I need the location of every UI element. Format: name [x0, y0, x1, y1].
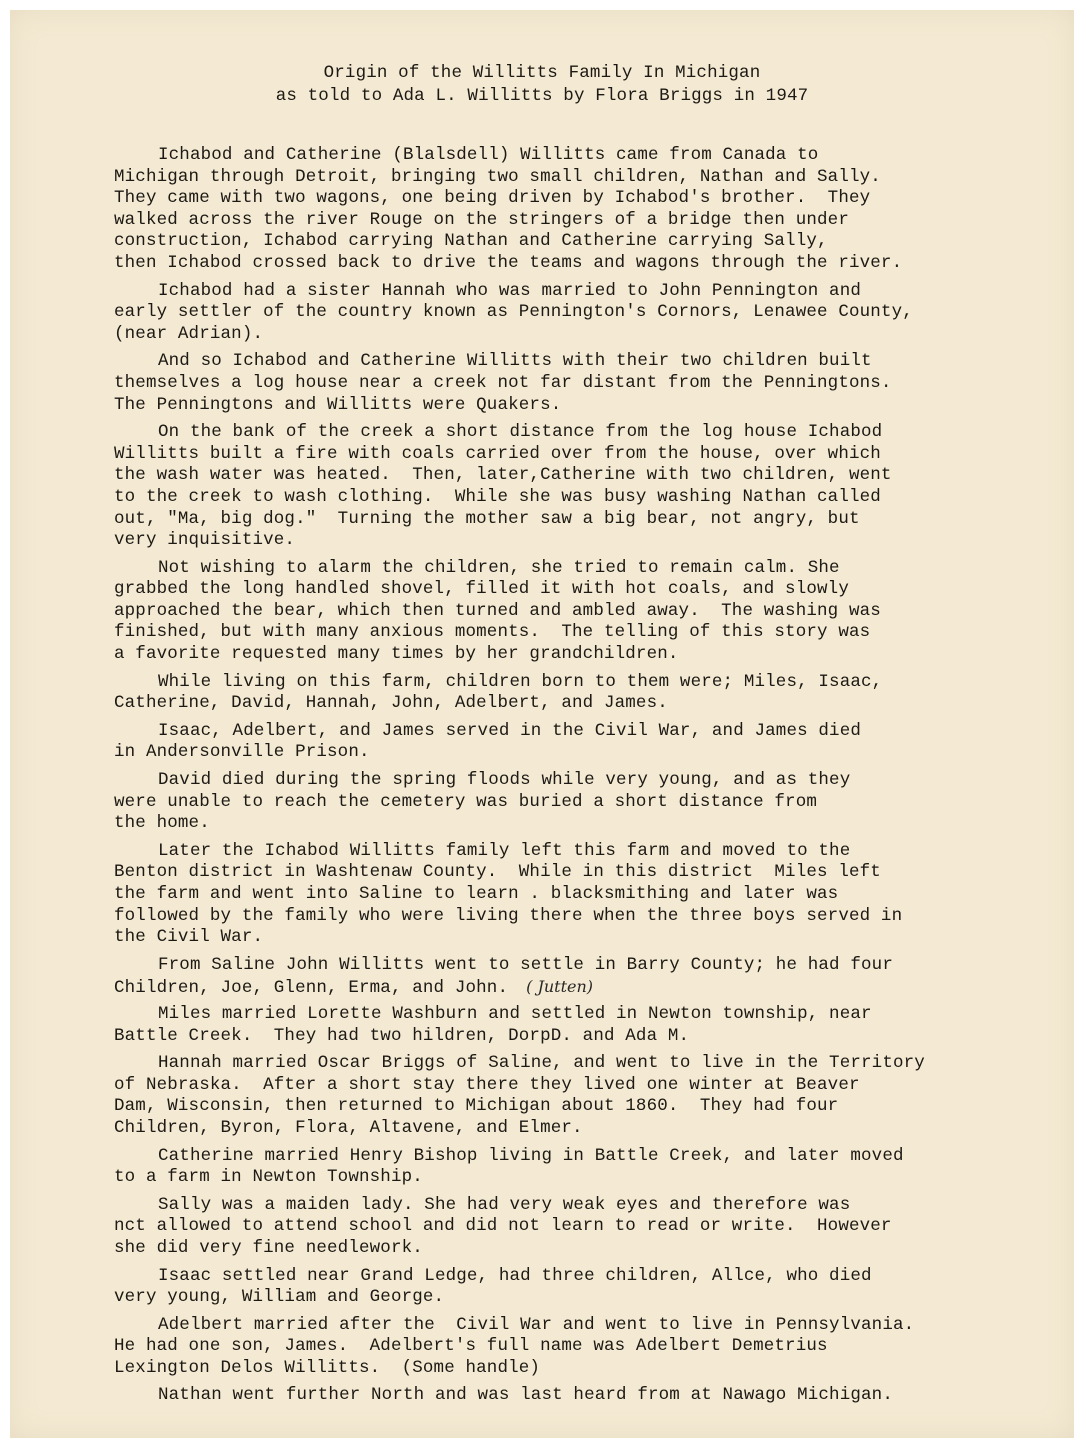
text-line: Hannah married Oscar Briggs of Saline, and went to live in the Territory	[158, 1053, 925, 1074]
text-line: And so Ichabod and Catherine Willitts with their two children built	[158, 351, 872, 372]
text-line: themselves a log house near a creek not far distant from the Penningtons.	[114, 372, 892, 393]
paragraph	[114, 422, 1034, 552]
text-line: Battle Creek. They had two hildren, DorpD. and Ada M.	[114, 1025, 690, 1046]
paragraph	[114, 672, 1034, 715]
paragraph	[114, 281, 1034, 346]
paragraph	[114, 1053, 1034, 1139]
text-line: Willitts built a fire with coals carried over from the house, over which	[114, 443, 881, 464]
text-line-with-note	[114, 976, 1034, 998]
text-line: she did very fine needlework.	[114, 1237, 423, 1258]
document-body	[114, 145, 1034, 1407]
handwritten-note: ( Jutten)	[526, 977, 594, 997]
text-line: They came with two wagons, one being driven by Ichabod's brother. They	[114, 188, 871, 209]
typed-page	[10, 10, 1074, 1438]
text-line: Not wishing to alarm the children, she tried to remain calm. She	[158, 557, 840, 578]
text-line: (near Adrian).	[114, 323, 264, 344]
text-line: Catherine married Henry Bishop living in Battle Creek, and later moved	[158, 1145, 904, 1166]
paragraph	[114, 145, 1034, 275]
text-line: While living on this farm, children born to them were; Miles, Isaac,	[158, 671, 883, 692]
text-line: On the bank of the creek a short distance from the log house Ichabod	[158, 422, 883, 443]
text-line: followed by the family who were living there when the three boys served in	[114, 905, 903, 926]
text-line: Children, Byron, Flora, Altavene, and Elmer.	[114, 1117, 583, 1138]
text-line: David died during the spring floods while very young, and as they	[158, 770, 851, 791]
text-line: He had one son, James. Adelbert's full name was Adelbert Demetrius	[114, 1336, 828, 1357]
paragraph	[114, 1004, 1034, 1047]
title-line-2: as told to Ada L. Willitts by Flora Briggs in 1947	[275, 86, 809, 106]
text-line: nct allowed to attend school and did not learn to read or write. However	[114, 1216, 892, 1237]
text-line: Ichabod had a sister Hannah who was married to John Pennington and	[158, 280, 862, 301]
paragraph	[114, 955, 1034, 998]
text-line: Later the Ichabod Willitts family left this farm and moved to the	[158, 840, 851, 861]
text-line: grabbed the long handled shovel, filled it with hot coals, and slowly	[114, 579, 849, 600]
paragraph	[114, 1195, 1034, 1260]
text-line: construction, Ichabod carrying Nathan and Catherine carrying Sally,	[114, 231, 828, 252]
text-line: then Ichabod crossed back to drive the teams and wagons through the river.	[114, 252, 903, 273]
text-line: Miles married Lorette Washburn and settled in Newton township, near	[158, 1003, 872, 1024]
text-line: the home.	[114, 813, 210, 834]
text-line: the Civil War.	[114, 927, 264, 948]
text-line: were unable to reach the cemetery was buried a short distance from	[114, 791, 818, 812]
text-line: Michigan through Detroit, bringing two small children, Nathan and Sally.	[114, 166, 881, 187]
text-line: Isaac settled near Grand Ledge, had three children, Allce, who died	[158, 1265, 872, 1286]
paragraph	[114, 351, 1034, 416]
text-line: Ichabod and Catherine (Blalsdell) Willitts came from Canada to	[158, 145, 819, 165]
text-line: Dam, Wisconsin, then returned to Michigan about 1860. They had four	[114, 1096, 839, 1117]
text-line: the wash water was heated. Then, later,Catherine with two children, went	[114, 465, 892, 486]
text-line: From Saline John Willitts went to settle in Barry County; he had four	[158, 954, 893, 975]
text-line: Isaac, Adelbert, and James served in the Civil War, and James died	[158, 720, 862, 741]
text-line-content: Children, Joe, Glenn, Erma, and John.	[114, 978, 509, 999]
paragraph	[114, 721, 1034, 764]
text-line: finished, but with many anxious moments. The telling of this story was	[114, 622, 871, 643]
paragraph	[114, 841, 1034, 949]
text-line: to the creek to wash clothing. While she was busy washing Nathan called	[114, 486, 881, 507]
paragraph	[114, 1385, 1034, 1407]
paragraph	[114, 1146, 1034, 1189]
text-line: Benton district in Washtenaw County. While in this district Miles left	[114, 862, 881, 883]
paragraph	[114, 1266, 1034, 1309]
text-line: in Andersonville Prison.	[114, 742, 370, 763]
text-line: a favorite requested many times by her grandchildren.	[114, 644, 679, 665]
title-line-1: Origin of the Willitts Family In Michigan	[323, 63, 761, 83]
text-line: very young, William and George.	[114, 1287, 445, 1308]
text-line: the farm and went into Saline to learn . blacksmithing and later was	[114, 884, 839, 904]
text-line: walked across the river Rouge on the stringers of a bridge then under	[114, 209, 849, 230]
text-line: Catherine, David, Hannah, John, Adelbert, and James.	[114, 693, 668, 714]
paragraph	[114, 558, 1034, 666]
text-line: The Penningtons and Willitts were Quakers.	[114, 394, 562, 415]
paragraph	[114, 770, 1034, 835]
text-line: out, "Ma, big dog." Turning the mother saw a big bear, not angry, but	[114, 508, 860, 529]
text-line: to a farm in Newton Township.	[114, 1167, 423, 1188]
text-line: Nathan went further North and was last heard from at Nawago Michigan.	[158, 1385, 893, 1406]
document-title	[10, 62, 1074, 108]
text-line: very inquisitive.	[114, 530, 296, 551]
text-line: Lexington Delos Willitts. (Some handle)	[114, 1357, 541, 1378]
text-line: early settler of the country known as Pennington's Cornors, Lenawee County,	[114, 302, 913, 323]
paragraph	[114, 1315, 1034, 1380]
text-line: of Nebraska. After a short stay there they lived one winter at Beaver	[114, 1074, 860, 1095]
text-line: Sally was a maiden lady. She had very weak eyes and therefore was	[158, 1194, 851, 1215]
text-line: Adelbert married after the Civil War and went to live in Pennsylvania.	[158, 1314, 915, 1335]
text-line: approached the bear, which then turned and ambled away. The washing was	[114, 600, 881, 621]
